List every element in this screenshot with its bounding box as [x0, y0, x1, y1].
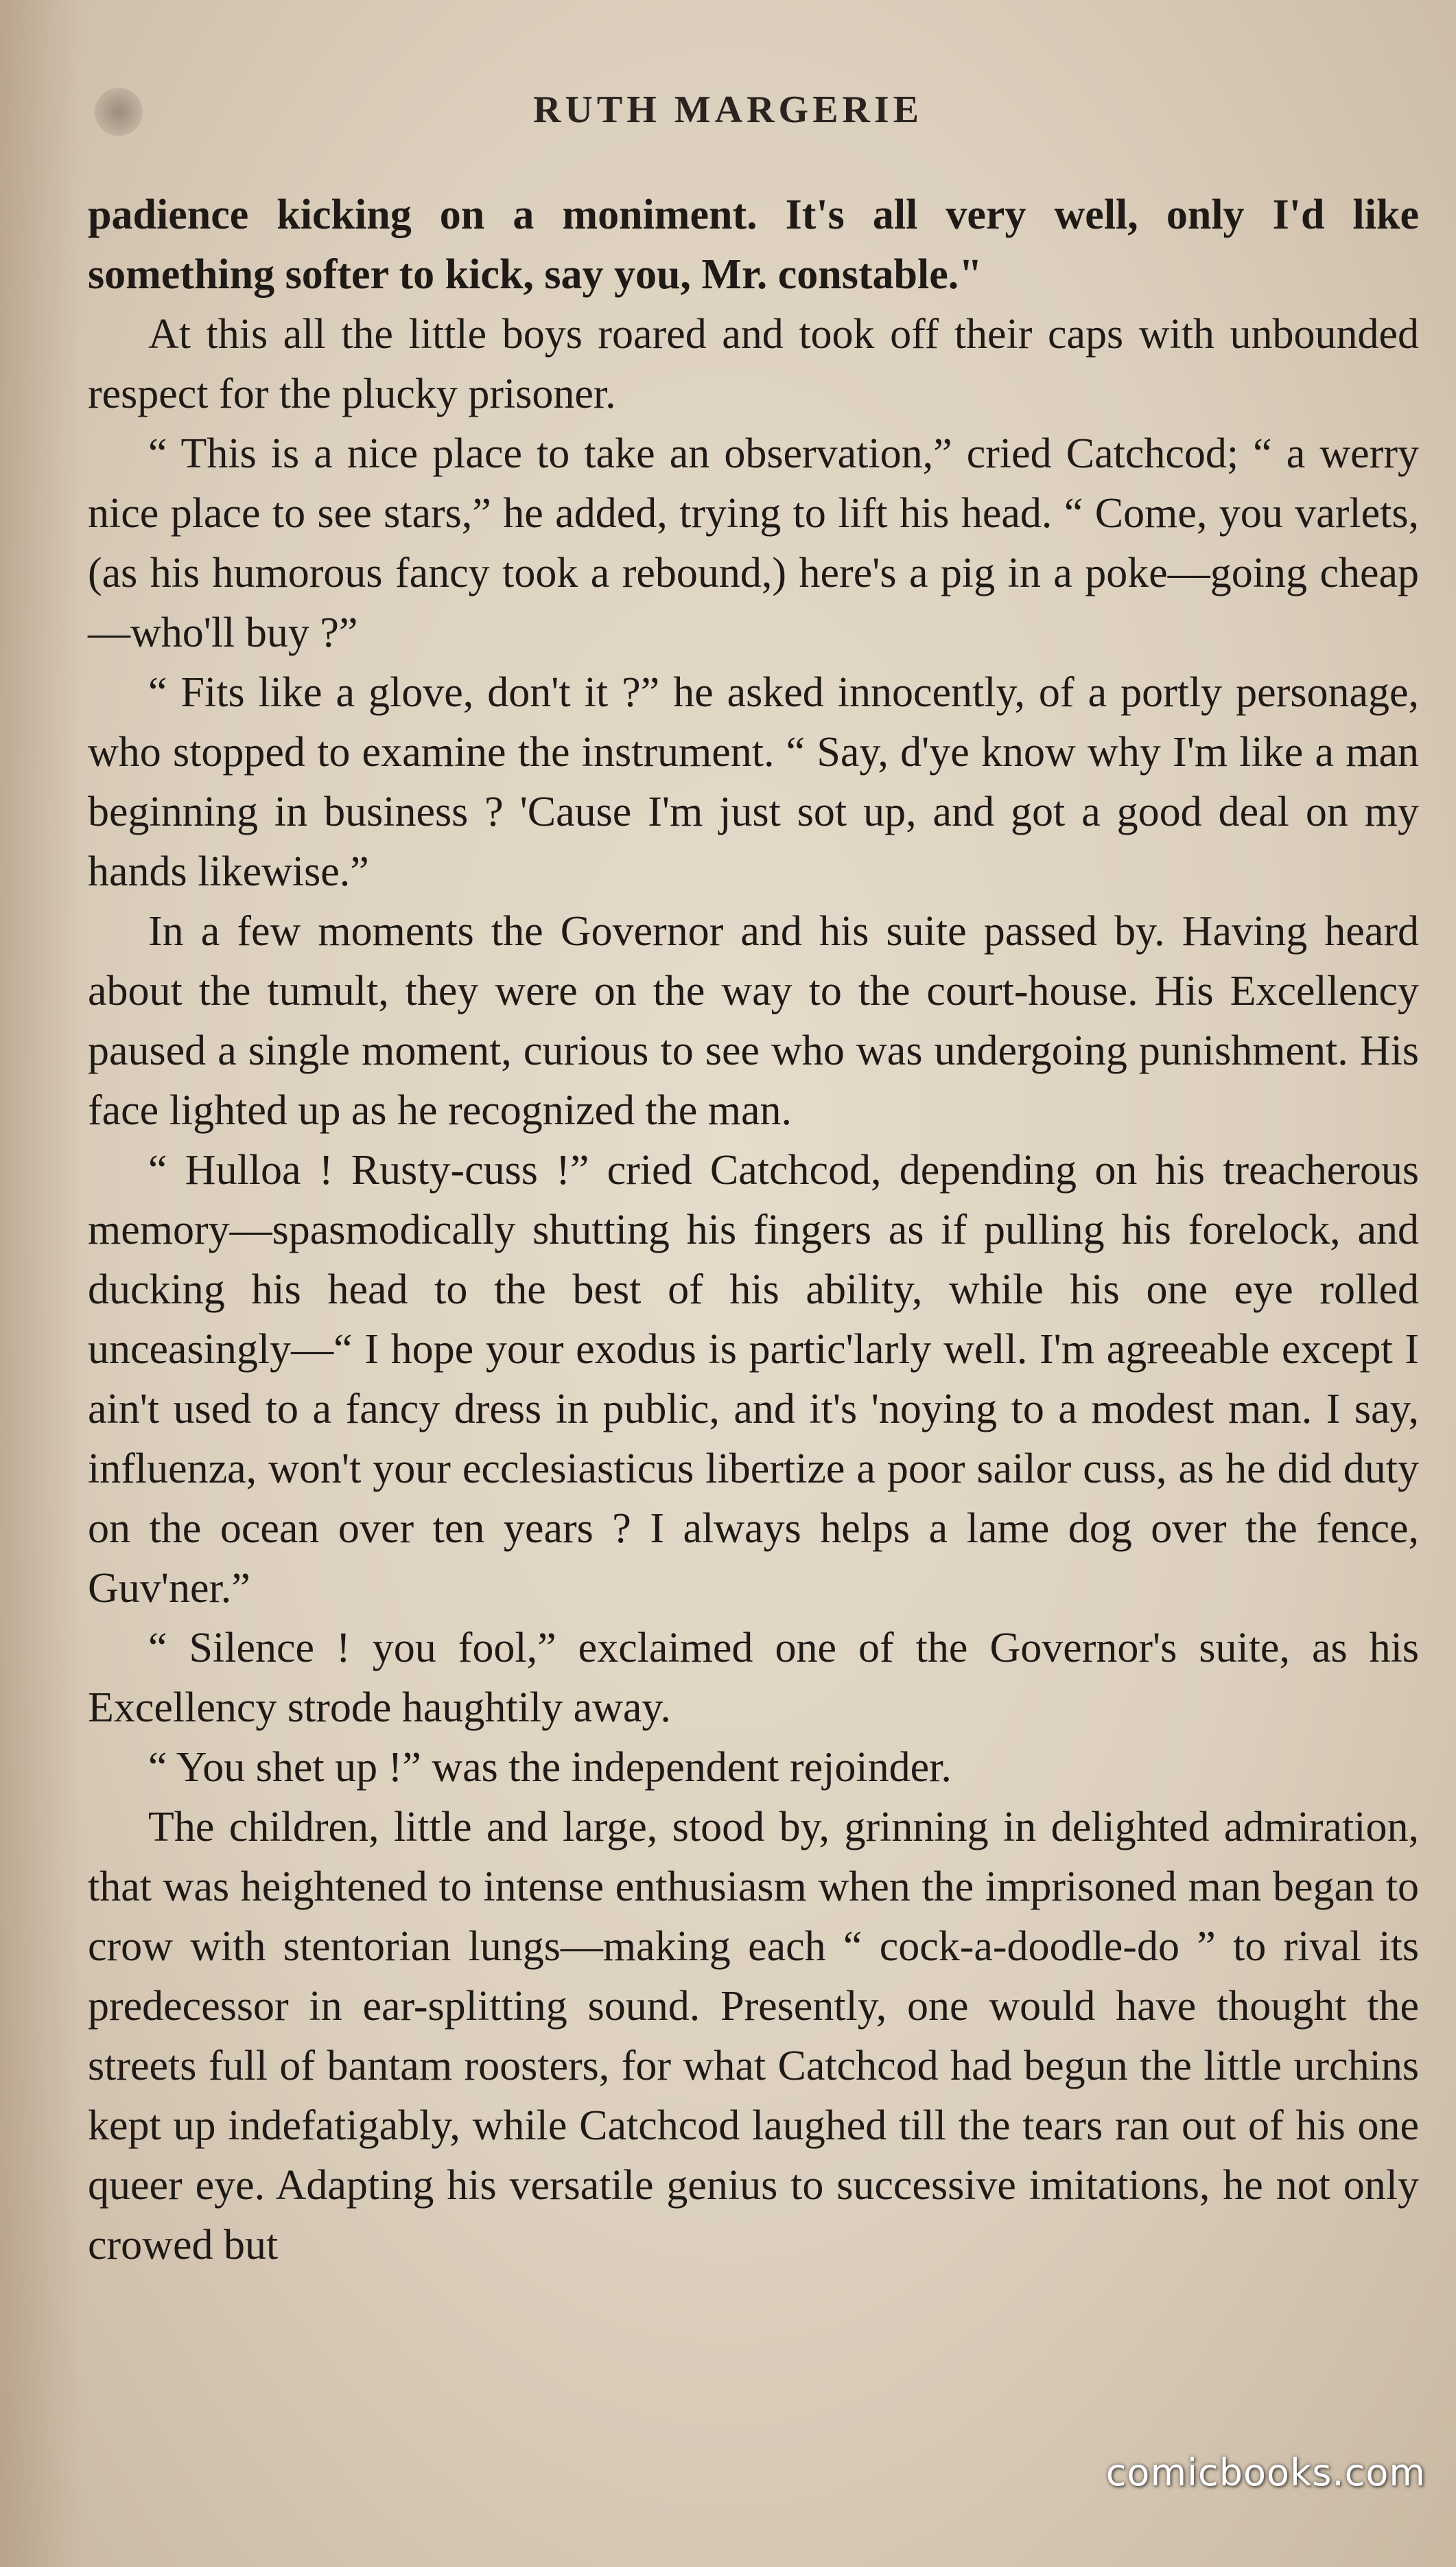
- site-watermark: comicbooks.com: [1105, 2451, 1426, 2494]
- paragraph-2: At this all the little boys roared and took off their caps with unbounded respect for the plucky prisoner.: [88, 311, 1419, 417]
- paragraph-1: padience kicking on a moniment. It's all very well, only I'd like something softer to kick, say you, Mr. constable.": [88, 191, 1419, 298]
- paragraph-8: “ You shet up !” was the independent rejoinder.: [148, 1744, 952, 1791]
- text-column: [88, 185, 1419, 2275]
- paragraph-9: The children, little and large, stood by, grinning in delighted admiration, that was heightened to intense enthusiasm when the imprisoned man began to crow with stentorian lungs—making each “ cock-a-doodle-do ” to rival its predecessor in ear-splitting sound. Presently, one would have thought the streets full of bantam roosters, for what Catchcod had begun the little urchins kept up indefatigably, while Catchcod laughed till the tears ran out of his one queer eye. Adapting his versatile genius to successive imitations, he not only crowed but: [88, 1804, 1419, 2268]
- page-edge-stain: [0, 0, 82, 2567]
- paragraph-3: “ This is a nice place to take an observation,” cried Catchcod; “ a werry nice place to see stars,” he added, trying to lift his head. “ Come, you varlets, (as his humorous fancy took a rebound,) here's a pig in a poke—going cheap—who'll buy ?”: [88, 430, 1419, 656]
- paragraph-6: “ Hulloa ! Rusty-cuss !” cried Catchcod, depending on his treacherous memory—spasmodically shutting his fingers as if pulling his forelock, and ducking his head to the best of his ability, while his one eye rolled unceasingly—“ I hope your exodus is partic'larly well. I'm agreeable except I ain't used to a fancy dress in public, and it's 'noying to a modest man. I say, influenza, won't your ecclesiasticus libertize a poor sailor cuss, as he did duty on the ocean over ten years ? I always helps a lame dog over the fence, Guv'ner.”: [88, 1147, 1419, 1612]
- paragraph-5: In a few moments the Governor and his suite passed by. Having heard about the tumult, they were on the way to the court-house. His Excellency paused a single moment, curious to see who was undergoing punishment. His face lighted up as he recognized the man.: [88, 908, 1419, 1134]
- paragraph-4: “ Fits like a glove, don't it ?” he asked innocently, of a portly personage, who stopped to examine the instrument. “ Say, d'ye know why I'm like a man beginning in business ? 'Cause I'm just sot up, and got a good deal on my hands likewise.”: [88, 669, 1419, 895]
- running-head: RUTH MARGERIE: [532, 89, 924, 131]
- paragraph-7: “ Silence ! you fool,” exclaimed one of the Governor's suite, as his Excellency strode haughtily away.: [88, 1625, 1419, 1731]
